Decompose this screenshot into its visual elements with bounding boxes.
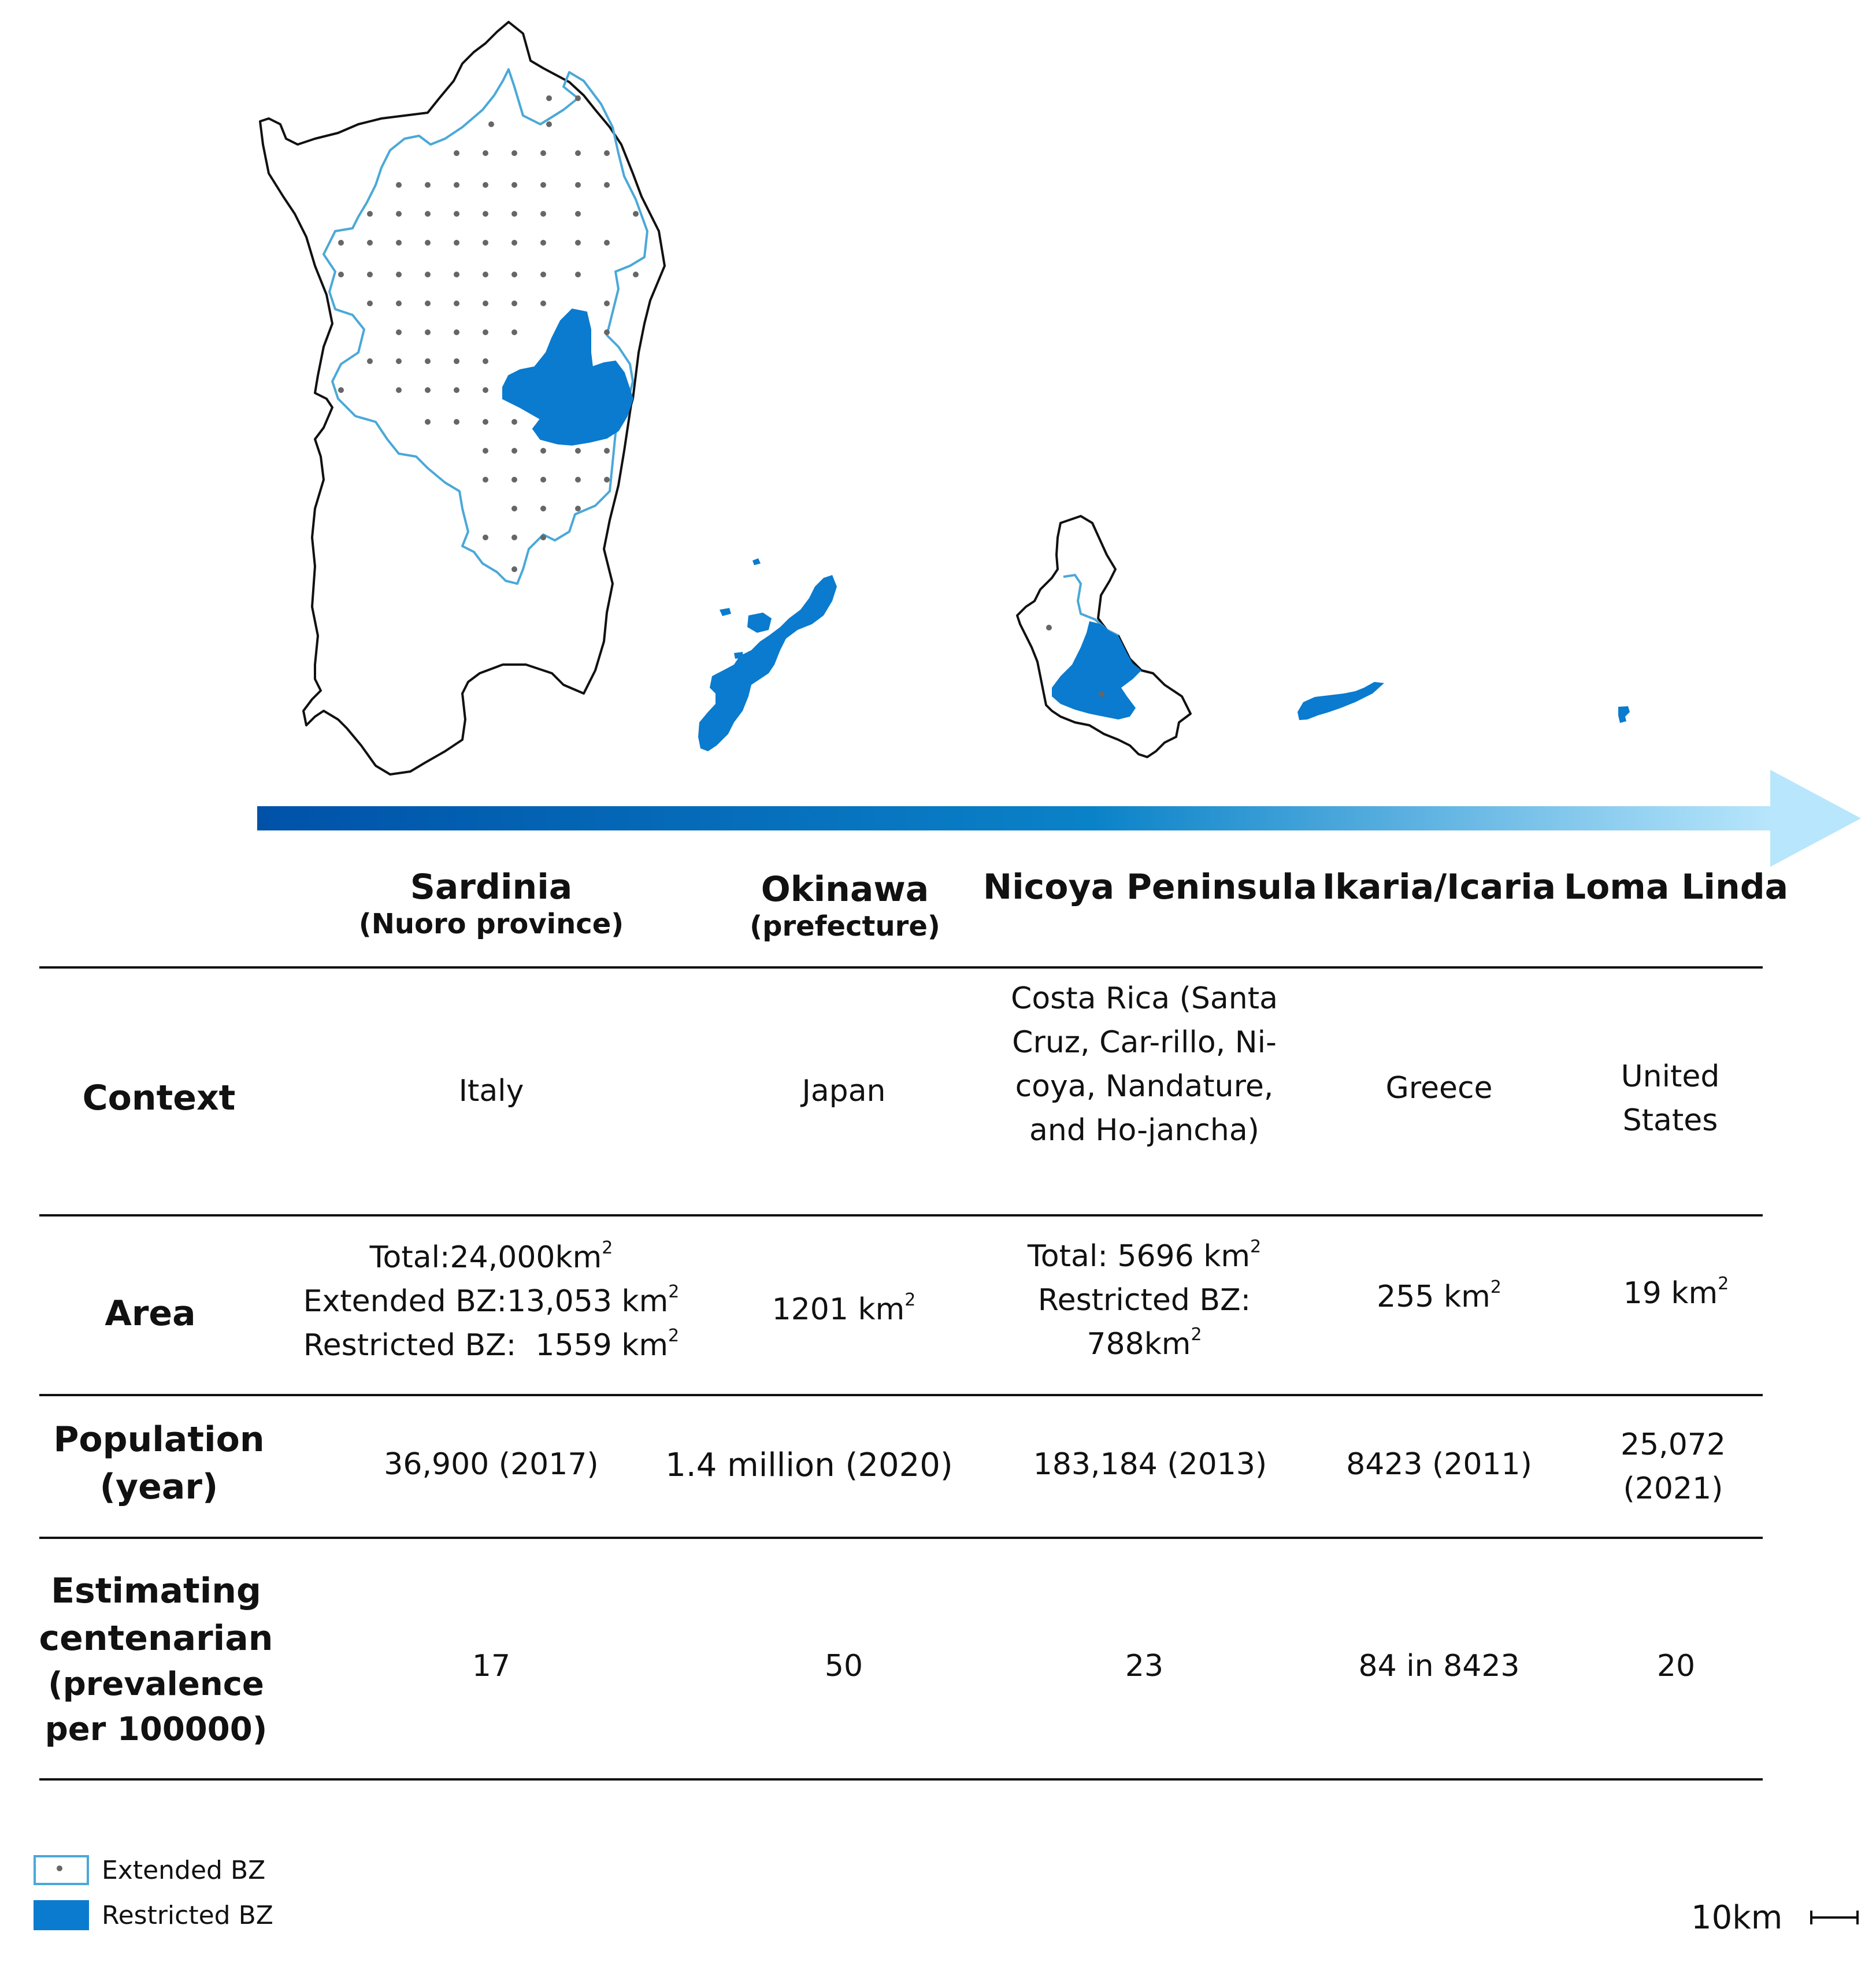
sardinia-map [260,22,665,774]
row-label-centenarian [35,1567,277,1752]
cell-context-nicoya: Costa Rica (Santa Cruz, Car-rillo, Ni-coya, Nandature, and Ho-jancha) [1011,981,1278,1148]
arrow-head [1770,770,1861,867]
header-okinawa [700,869,989,943]
cell-population-ikaria: 8423 (2011) [1346,1447,1532,1482]
row-label-centenarian-line2: centenarian [39,1618,273,1659]
header-sardinia-sub: (Nuoro province) [358,908,624,940]
gradient-arrow [257,770,1861,867]
header-ikaria [1318,867,1560,907]
row-label-centenarian-line4: per 100000) [45,1711,268,1748]
legend-restricted-swatch [34,1900,89,1930]
header-loma-linda-name: Loma Linda [1563,867,1789,907]
header-nicoya [977,867,1323,907]
table-rule-population [39,1537,1763,1539]
cell-centenarian-okinawa: 50 [824,1649,863,1683]
okinawa-islet-iejima [720,608,731,616]
cell-centenarian-sardinia: 17 [472,1649,511,1683]
cell-area-nicoya [1000,1234,1289,1366]
nicoya-dot-2 [1099,691,1104,697]
cell-population-nicoya: 183,184 (2013) [1033,1447,1267,1482]
cell-context-loma-linda: United States [1621,1059,1720,1138]
cell-area-sardinia [283,1236,699,1367]
area-sardinia-extended: Extended BZ:13,053 $km^2$ [303,1282,680,1319]
header-okinawa-name: Okinawa [761,869,929,910]
cell-context-sardinia: Italy [458,1074,524,1108]
row-label-context: Context [82,1078,236,1118]
header-ikaria-name: Ikaria/Icaria [1322,867,1556,907]
ikaria-map [1297,682,1384,720]
cell-population-sardinia: 36,900 (2017) [384,1447,599,1482]
row-label-area: Area [105,1293,196,1334]
legend-extended-label: Extended BZ [102,1855,266,1885]
header-sardinia [347,867,636,941]
okinawa-islet-east [734,652,743,659]
row-label-centenarian-line3: (prevalence [48,1666,264,1703]
row-label-population-line2: (year) [99,1467,218,1507]
legend-extended-swatch [34,1855,89,1885]
area-sardinia-restricted: Restricted BZ: 1559 $km^2$ [303,1326,680,1363]
cell-centenarian-ikaria: 84 in 8423 [1358,1649,1520,1683]
scale-bar-label: 10km [1691,1899,1783,1937]
cell-area-okinawa: 1201 $km^2$ [772,1290,916,1327]
okinawa-map [698,558,837,751]
cell-context-ikaria: Greece [1385,1071,1493,1106]
row-label-population [35,1416,283,1511]
area-sardinia-total: $Total:24,000km^2$ [369,1238,613,1275]
area-nicoya-restricted: $788km^2$ [1087,1325,1202,1362]
cell-area-ikaria: 255 $km^2$ [1377,1277,1501,1314]
header-nicoya-name: Nicoya Peninsula [983,867,1318,907]
scale-bar-icon [1809,1906,1861,1929]
table-rule-context [39,1214,1763,1216]
cell-population-loma-linda: 25,072 (2021) [1621,1427,1726,1506]
cell-centenarian-loma-linda: 20 [1656,1649,1696,1683]
maps-figure [0,0,1876,878]
nicoya-dot [1046,625,1052,630]
cell-population-okinawa: 1.4 million (2020) [665,1447,953,1484]
legend-restricted-label: Restricted BZ [102,1900,273,1930]
header-loma-linda [1560,867,1792,907]
table-rule-area [39,1394,1763,1396]
header-sardinia-name: Sardinia [410,867,573,907]
row-label-population-line1: Population [53,1419,265,1460]
cell-centenarian-nicoya: 23 [1125,1649,1164,1683]
area-nicoya-total: Total: 5696 $km^2$ [1027,1237,1262,1274]
legend-restricted [34,1899,273,1931]
table-rule-bottom [39,1778,1763,1781]
header-okinawa-sub: (prefecture) [750,910,940,943]
legend-extended [34,1854,265,1886]
nicoya-map [1017,516,1191,757]
okinawa-islet-north [752,558,761,565]
cell-area-loma-linda: 19 $km^2$ [1623,1274,1729,1311]
arrow-shaft [257,806,1774,830]
table-rule-top [39,966,1763,969]
loma-linda-map [1618,706,1630,723]
row-label-centenarian-line1: Estimating [51,1571,261,1611]
legend-dot-icon [57,1865,62,1871]
area-nicoya-restricted-label: Restricted BZ: [1037,1283,1251,1318]
okinawa-islet-motobu [747,613,772,633]
okinawa-main-island [698,575,837,751]
cell-context-okinawa: Japan [802,1074,886,1108]
